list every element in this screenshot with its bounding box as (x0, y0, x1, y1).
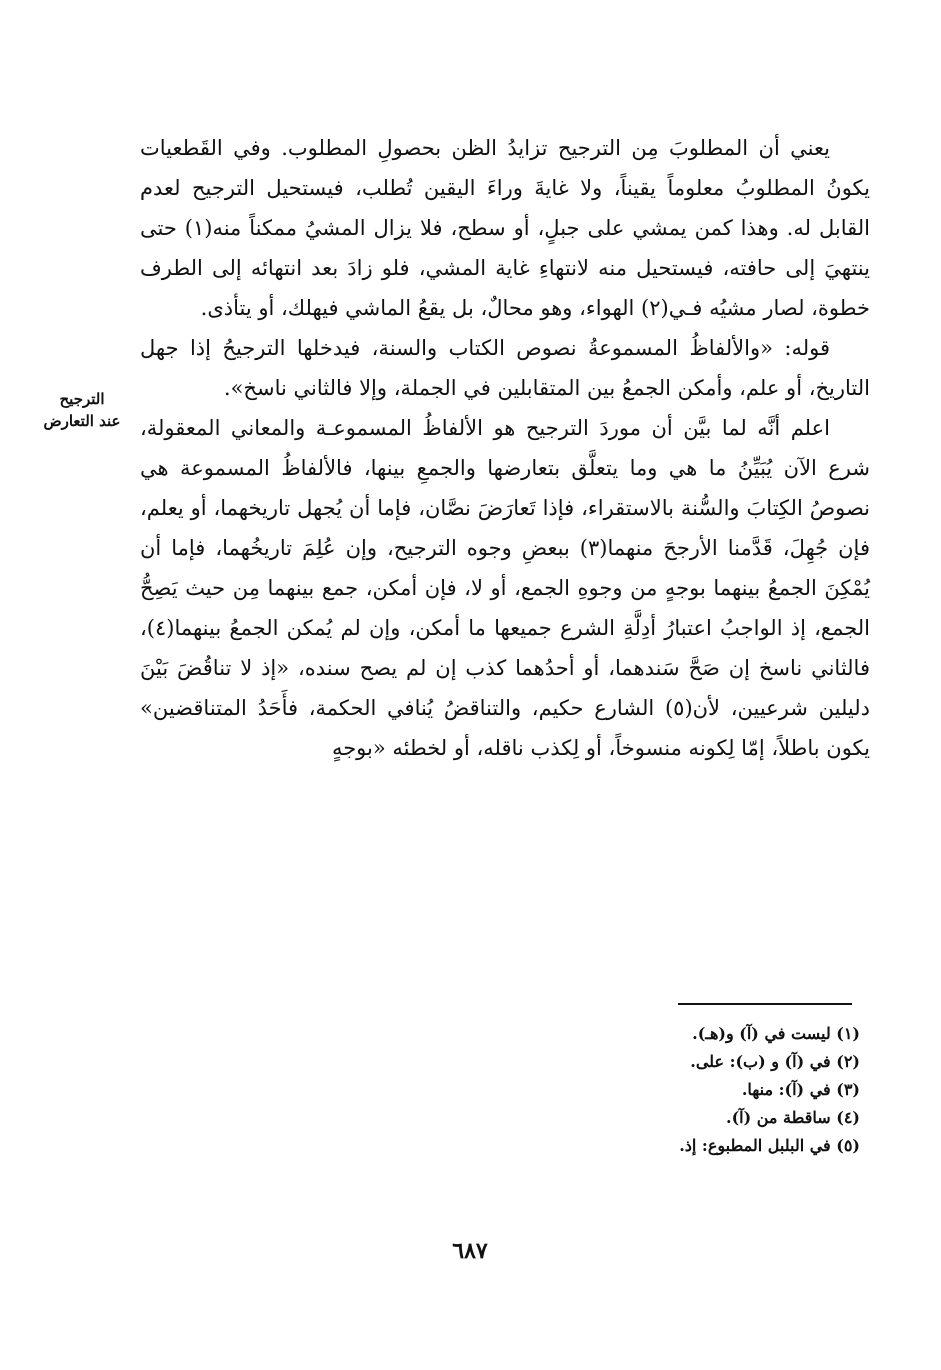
paragraph-3: اعلم أنَّه لما بيَّن أن موردَ الترجيح هو الألفاظُ المسموعـة والمعاني المعقولة، شرع الآن يُبَيِّنُ ما هي وما يتعلَّق بتعارضها والجمعِ بينها، فالألفاظُ المسموعة هي نصوصُ الكِتابَ والسُّنة بالاستقراء، فإذا تَعارَضَ نصَّان، فإما أن يُجهل تاريخهما، أو يعلم، فإن جُهِلَ، قَدَّمنا الأرجحَ منهما(٣) ببعضِ وجوه الترجيح، وإن عُلِمَ تاريخُهما، فإما أن يُمْكِنَ الجمعُ بينهما بوجهٍ من وجوهِ الجمع، أو لا، فإن أمكن، جمع بينهما مِن حيث يَصِحُّ الجمع، إذ الواجبُ اعتبارُ أدِلَّةِ الشرع جميعها ما أمكن، وإن لم يُمكن الجمعُ بينهما(٤)، فالثاني ناسخ إن صَحَّ سَندهما، أو أحدُهما كذب إن لم يصح سنده، «إذ لا تناقُضَ بَيْنَ دليلين شرعيين، لأن(٥) الشارع حكيم، والتناقضُ يُنافي الحكمة، فأَحَدُ المتناقضين» يكون باطلاً، إمّا لِكونه منسوخاً، أو لِكذب ناقله، أو لخطئه «بوجهٍ (140, 416, 870, 760)
margin-heading-line-1: الترجيح (59, 390, 105, 408)
paragraph-2: قوله: «والألفاظُ المسموعةُ نصوص الكتاب والسنة، فيدخلها الترجيحُ إذا جهل التاريخ، أو علم، وأمكن الجمعُ بين المتقابلين في الجملة، وإلا فالثاني ناسخ». (140, 336, 870, 400)
footnote-2: (٢) في (آ) و (ب): على. (690, 1052, 860, 1071)
footnote-5: (٥) في البلبل المطبوع: إذ. (679, 1136, 860, 1155)
main-text-body (140, 128, 870, 768)
page-number: ٦٨٧ (452, 1238, 488, 1264)
footnotes (560, 1020, 860, 1160)
footnote-3: (٣) في (آ): منها. (741, 1080, 860, 1099)
margin-heading (28, 388, 136, 432)
footnote-4: (٤) ساقطة من (آ). (726, 1108, 860, 1127)
footnote-divider (678, 1003, 852, 1005)
margin-heading-line-2: عند التعارض (43, 412, 121, 430)
footnote-1: (١) ليست في (آ) و(هـ). (692, 1024, 860, 1043)
paragraph-1: يعني أن المطلوبَ مِن الترجيح تزايدُ الظن بحصولِ المطلوب. وفي القَطعيات يكونُ المطلوبُ معلوماً يقيناً، ولا غايةَ وراءَ اليقين تُطلب، فيستحيل الترجيح لعدم القابل له. وهذا كمن يمشي على جبلٍ، أو سطح، فلا يزال المشيُ ممكناً منه(١) حتى ينتهيَ إلى حافته، فيستحيل منه لانتهاءِ غاية المشي، فلو زادَ بعد انتهائه إلى الطرف خطوة، لصار مشيُه فـي(٢) الهواء، وهو محالٌ، بل يقعُ الماشي فيهلك، أو يتأذى. (140, 136, 870, 320)
